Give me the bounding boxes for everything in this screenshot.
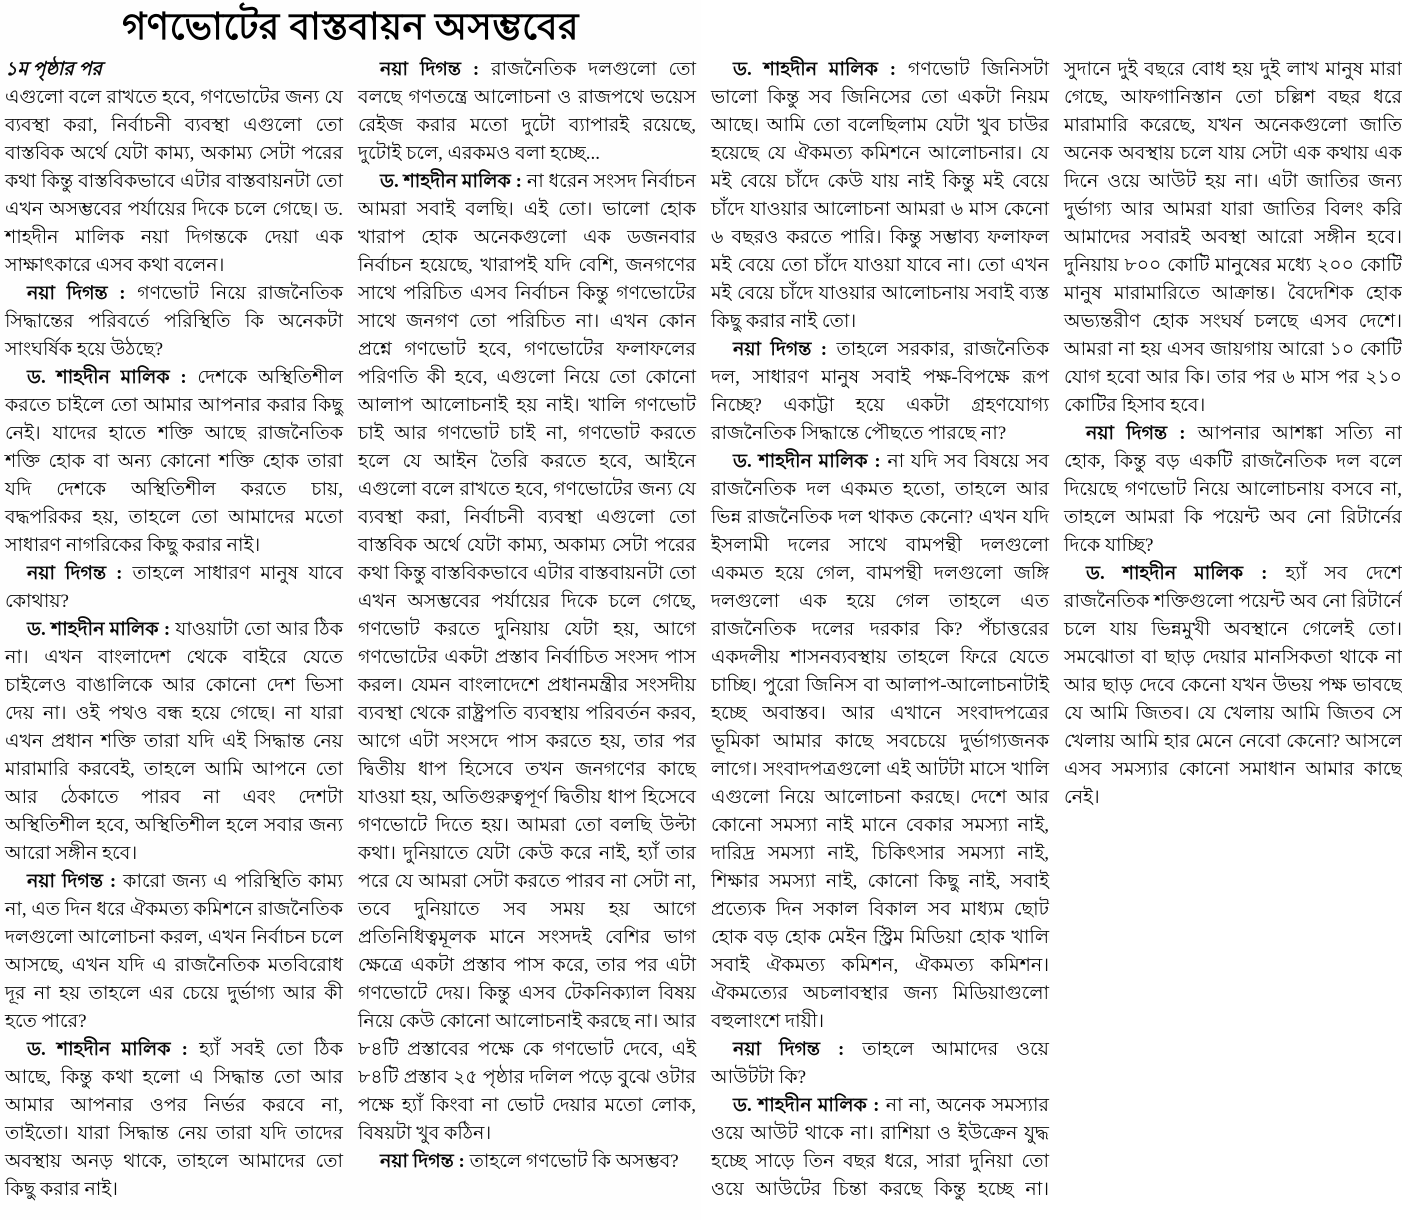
interviewee-answer: ড. শাহদীন মালিক : গণভোট জিনিসটা ভালো কিন্তু সব জিনিসের তো একটা নিয়ম আছে। আমি তো বলেছিলাম যেটা খুব চাউর হয়েছে যে ঐকমত্য কমিশনে আলোচনার। যে মই বেয়ে চাঁদে কেউ যায় নাই কিন্তু মই বেয়ে চাঁদে যাওয়ার আলোচনা আমরা ৬ মাস কেনো ৬ বছরও করতে পারি। কিন্তু সম্ভাব্য ফলাফল মই বেয়ে তো চাঁদে যাওয়া যাবে না। তো এখন মই বেয়ে চাঁদে যাওয়ার আলোচনায় সবাই ব্যস্ত কিছু করার নাই তো। <box>711 59 1049 333</box>
speaker-label: নয়া দিগন্ত : <box>27 563 123 585</box>
speaker-label: নয়া দিগন্ত : <box>733 1039 845 1061</box>
speaker-label: ড. শাহদীন মালিক : <box>733 1095 880 1117</box>
interviewer-question: নয়া দিগন্ত : তাহলে গণভোট কি অসম্ভব? <box>380 1151 679 1173</box>
article-paragraph: এগুলো বলে রাখতে হবে, গণভোটের জন্য যে ব্যবস্থা করা, নির্বাচনী ব্যবস্থা এগুলো তো বাস্তবিক অর্থে যেটা কাম্য, অকাম্য সেটা পরের কথা কিন্তু বাস্তবিকভাবে এটার বাস্তবায়নটা তো এখন অসম্ভবের পর্যায়ের দিকে চলে গেছে। ড. শাহদীন মালিক নয়া দিগন্তকে দেয়া এক সাক্ষাৎকারে এসব কথা বলেন। <box>5 87 343 277</box>
speaker-label: নয়া দিগন্ত : <box>380 1151 465 1173</box>
interviewee-answer: ড. শাহদীন মালিক : দেশকে অস্থিতিশীল করতে চাইলে তো আমার আপনার করার কিছু নেই। যাদের হাতে শক্তি আছে রাজনৈতিক শক্তি হোক বা অন্য কোনো শক্তি হোক তারা যদি দেশকে অস্থিতিশীল করতে চায়, বদ্ধপরিকর হয়, তাহলে তো আমাদের মতো সাধারণ নাগরিকের কিছু করার নাই। <box>5 367 343 557</box>
interviewee-answer: ড. শাহদীন মালিক : যাওয়াটা তো আর ঠিক না। এখন বাংলাদেশ থেকে বাইরে যেতে চাইলেও বাঙালিকে আর কোনো দেশ ভিসা দেয় না। ওই পথও বন্ধ হয়ে গেছে। না যারা এখন প্রধান শক্তি তারা যদি এই সিদ্ধান্ত নেয় মারামারি করবেই, তাহলে আমি আপনে তো আর ঠেকাতে পারব না এবং দেশটা অস্থিতিশীল হবে, অস্থিতিশীল হলে সবার জন্য আরো সঙ্গীন হবে। <box>5 619 343 865</box>
interviewer-question: নয়া দিগন্ত : তাহলে সাধারণ মানুষ যাবে কোথায়? <box>5 563 343 613</box>
interviewee-answer: ড. শাহদীন মালিক : না ধরেন সংসদ নির্বাচন আমরা সবাই বলছি। এই তো। ভালো হোক খারাপ হোক অনেকগুলো এক ডজনবার নির্বাচন হয়েছে, খারাপই যদি বেশি, জনগণের সাথে পরিচিত এসব নির্বাচন কিন্তু গণভোটের সাথে জনগণ তো পরিচিত না। এখন কোন প্রশ্নে গণভোট হবে, গণভোটের ফলাফলের পরিণতি কী হবে, এগুলো নিয়ে তো কোনো আলাপ আলোচনাই হয় নাই। খালি গণভোট চাই আর গণভোট চাই না, গণভোট করতে হলে যে আইন তৈরি করতে হবে, আইনে এগুলো বলে রাখতে হবে, গণভোটের জন্য যে ব্যবস্থা করা, নির্বাচনী ব্যবস্থা এগুলো তো বাস্তবিক অর্থে যেটা কাম্য, অকাম্য সেটা পরের কথা কিন্তু বাস্তবিকভাবে এটার বাস্তবায়নটা তো এখন অসম্ভবের পর্যায়ের দিকে চলে গেছে, গণভোট করতে দুনিয়ায় যেটা হয়, আগে গণভোটের একটা প্রস্তাব নির্বাচিত সংসদ পাস করল। যেমন বাংলাদেশে প্রধানমন্ত্রীর সংসদীয় ব্যবস্থা থেকে রাষ্ট্রপতি ব্যবস্থায় পরিবর্তন করব, আগে এটা সংসদে পাস করতে হয়, তার পর দ্বিতীয় ধাপ হিসেবে তখন জনগণের কাছে যাওয়া হয়, অতিগুরুত্বপূর্ণ দ্বিতীয় ধাপ হিসেবে গণভোটে দিতে হয়। আমরা তো বলছি উল্টা কথা। দুনিয়াতে যেটা কেউ করে নাই, হ্যাঁ তার পরে যে আমরা সেটা করতে পারব না সেটা না, তবে দুনিয়াতে সব সময় হয় আগে প্রতিনিধিত্বমূলক মানে সংসদই বেশির ভাগ ক্ষেত্রে একটা প্রস্তাব পাস করে, তার পর এটা গণভোটে দেয়। কিন্তু এসব টেকনিক্যাল বিষয় নিয়ে কেউ কোনো আলোচনাই করছে না। আর ৮৪টি প্রস্তাবের পক্ষে কে গণভোট দেবে, এই ৮৪টি প্রস্তাব ২৫ পৃষ্ঠার দলিল পড়ে বুঝে ওটার পক্ষে হ্যাঁ কিংবা না ভোট দেয়ার মতো লোক, বিষয়টা খুব কঠিন। <box>358 171 696 1145</box>
interviewee-answer: ড. শাহদীন মালিক : না না, অনেক সমস্যার ওয়ে আউট থাকে না। রাশিয়া ও ইউক্রেন যুদ্ধ হচ্ছে সাড়ে তিন বছর ধরে, সারা দুনিয়া তো ওয়ে আউটের চিন্তা করছে কিন্তু হচ্ছে না। সুদানে দুই বছরে বোধ হয় দুই লাখ মানুষ মারা গেছে, আফগানিস্তান তো চল্লিশ বছর ধরে মারামারি করেছে, যখন অনেকগুলো জাতি অনেক অবস্থায় চলে যায় সেটা এক কথায় এক দিনে ওয়ে আউট হয় না। এটা জাতির জন্য দুর্ভাগ্য আর আমরা যারা জাতির বিলং করি আমাদের সবারই অবস্থা আরো সঙ্গীন হবে। দুনিয়ায় ৮০০ কোটি মানুষের মধ্যে ২০০ কোটি মানুষ মারামারিতে আক্রান্ত। বৈদেশিক হোক অভ্যন্তরীণ হোক সংঘর্ষ চলছে এসব দেশে। আমরা না হয় এসব জায়গায় আরো ১০ কোটি যোগ হবো আর কি। তার পর ৬ মাস পর ২১০ কোটির হিসাব হবে। <box>711 59 1402 1201</box>
speaker-label: ড. শাহদীন মালিক : <box>27 367 187 389</box>
speaker-label: ড. শাহদীন মালিক : <box>1086 563 1268 585</box>
interviewer-question: নয়া দিগন্ত : রাজনৈতিক দলগুলো তো বলছে গণতন্ত্রে আলোচনা ও রাজপথে ভয়েস রেইজ করার মতো দুটো ব্যাপারই রয়েছে, দুটোই চলে, এরকমও বলা হচ্ছে... <box>358 59 696 165</box>
speaker-label: ড. শাহদীন মালিক : <box>27 1039 188 1061</box>
speaker-label: নয়া দিগন্ত : <box>1086 423 1186 445</box>
interviewer-question: নয়া দিগন্ত : তাহলে সরকার, রাজনৈতিক দল, সাধারণ মানুষ সবাই পক্ষ-বিপক্ষে রূপ নিচ্ছে? একাট্টা হয়ে একটা গ্রহণযোগ্য রাজনৈতিক সিদ্ধান্তে পৌছতে পারছে না? <box>711 339 1049 445</box>
speaker-label: নয়া দিগন্ত : <box>380 59 480 81</box>
speaker-label: নয়া দিগন্ত : <box>27 871 117 893</box>
interviewer-question: নয়া দিগন্ত : আপনার আশঙ্কা সত্যি না হোক, কিন্তু বড় একটি রাজনৈতিক দল বলে দিয়েছে গণভোট নিয়ে আলোচনায় বসবে না, তাহলে আমরা কি পয়েন্ট অব নো রিটার্নের দিকে যাচ্ছি? <box>1064 423 1402 557</box>
speaker-label: নয়া দিগন্ত : <box>733 339 828 361</box>
article-body <box>5 56 1402 1208</box>
interviewer-question: নয়া দিগন্ত : তাহলে আমাদের ওয়ে আউটটা কি? <box>711 1039 1049 1089</box>
interviewee-answer: ড. শাহদীন মালিক : হ্যাঁ সবই তো ঠিক আছে, কিন্তু কথা হলো এ সিদ্ধান্ত তো আর আমার আপনার ওপর নির্ভর করবে না, তাইতো। যারা সিদ্ধান্ত নেয় তারা যদি তাদের অবস্থায় অনড় থাকে, তাহলে আমাদের তো কিছু করার নাই। <box>5 1039 343 1201</box>
speaker-label: ড. শাহদীন মালিক : <box>733 59 897 81</box>
interviewee-answer: ড. শাহদীন মালিক : হ্যাঁ সব দেশে রাজনৈতিক শক্তিগুলো পয়েন্ট অব নো রিটার্নে চলে যায় ভিন্নমুখী অবস্থানে গেলেই তো। সমঝোতা বা ছাড় দেয়ার মানসিকতা থাকে না আর ছাড় দেবে কেনো যখন উভয় পক্ষ ভাবছে যে আমি জিতব। যে খেলায় আমি জিতব সে খেলায় আমি হার মেনে নেবো কেনো? আসলে এসব সমস্যার কোনো সমাধান আমার কাছে নেই। <box>1064 563 1402 809</box>
speaker-label: ড. শাহদীন মালিক : <box>380 171 523 193</box>
speaker-label: ড. শাহদীন মালিক : <box>27 619 171 641</box>
interviewer-question: নয়া দিগন্ত : গণভোট নিয়ে রাজনৈতিক সিদ্ধান্তের পরিবর্তে পরিস্থিতি কি অনেকটা সাংঘর্ষিক হয়ে উঠছে? <box>5 283 344 361</box>
article-headline: গণভোটের বাস্তবায়ন অসম্ভবের <box>122 7 579 48</box>
continuation-note: ১ম পৃষ্ঠার পর <box>5 59 102 81</box>
speaker-label: নয়া দিগন্ত : <box>27 283 126 305</box>
speaker-label: ড. শাহদীন মালিক : <box>733 451 881 473</box>
interviewer-question: নয়া দিগন্ত : কারো জন্য এ পরিস্থিতি কাম্য না, এত দিন ধরে ঐকমত্য কমিশনে রাজনৈতিক দলগুলো আলোচনা করল, এখন নির্বাচন চলে আসছে, এখন যদি এ রাজনৈতিক মতবিরোধ দূর না হয় তাহলে এর চেয়ে দুর্ভাগ্য আর কী হতে পারে? <box>5 871 343 1033</box>
interviewee-answer: ড. শাহদীন মালিক : না যদি সব বিষয়ে সব রাজনৈতিক দল একমত হতো, তাহলে আর ভিন্ন রাজনৈতিক দল থাকত কেনো? এখন যদি ইসলামী দলের সাথে বামপন্থী দলগুলো একমত হয়ে গেল, বামপন্থী দলগুলো জঙ্গি দলগুলো এক হয়ে গেল তাহলে এত রাজনৈতিক দলের দরকার কি? পঁচাত্তরের একদলীয় শাসনব্যবস্থায় তাহলে ফিরে যেতে চাচ্ছি। পুরো জিনিস বা আলাপ-আলোচনাটাই হচ্ছে অবাস্তব। আর এখানে সংবাদপত্রের ভূমিকা আমার কাছে সবচেয়ে দুর্ভাগ্যজনক লাগে। সংবাদপত্রগুলো এই আটটা মাসে খালি এগুলো নিয়ে আলোচনা করছে। দেশে আর কোনো সমস্যা নাই মানে বেকার সমস্যা নাই, দারিদ্র সমস্যা নাই, চিকিৎসার সমস্যা নাই, শিক্ষার সমস্যা নাই, কোনো কিছু নাই, সবাই প্রত্যেক দিন সকাল বিকাল সব মাধ্যম ছোট হোক বড় হোক মেইন স্ট্রিম মিডিয়া হোক খালি সবাই ঐকমত্য কমিশন, ঐকমত্য কমিশন। ঐকমত্যের অচলাবস্থার জন্য মিডিয়াগুলো বহুলাংশে দায়ী। <box>711 451 1050 1033</box>
